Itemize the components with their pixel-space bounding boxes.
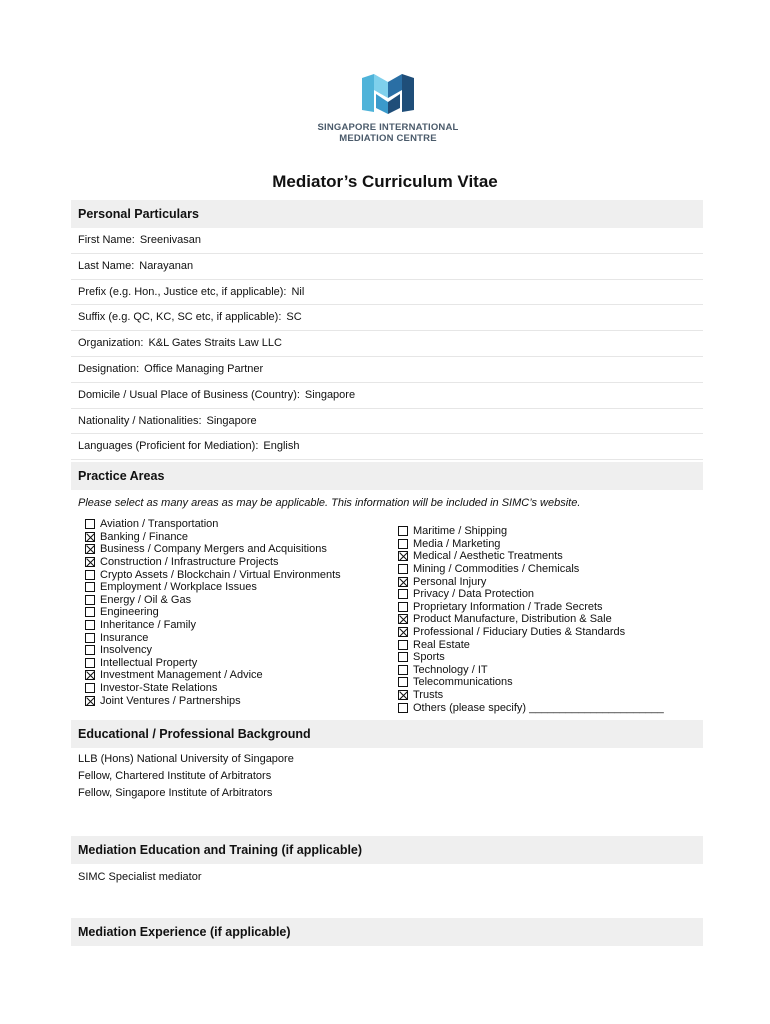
practice-area-item[interactable] xyxy=(398,601,664,614)
checkbox-unchecked[interactable] xyxy=(85,645,95,655)
field-label: First Name: xyxy=(78,234,135,246)
practice-area-label: Aviation / Transportation xyxy=(100,518,219,531)
checkbox-unchecked[interactable] xyxy=(85,570,95,580)
checkbox-unchecked[interactable] xyxy=(398,665,408,675)
practice-area-item[interactable] xyxy=(398,651,664,664)
education-line: Fellow, Chartered Institute of Arbitrators xyxy=(78,770,272,782)
practice-area-label: Employment / Workplace Issues xyxy=(100,581,257,594)
field-value[interactable]: Office Managing Partner xyxy=(144,363,264,375)
checkbox-unchecked[interactable] xyxy=(398,677,408,687)
field-label: Domicile / Usual Place of Business (Country): xyxy=(78,388,300,401)
section-practice-heading: Practice Areas xyxy=(71,462,703,490)
checkbox-unchecked[interactable] xyxy=(85,519,95,529)
field-value[interactable]: SC xyxy=(286,311,302,324)
checkbox-unchecked[interactable] xyxy=(85,683,95,693)
practice-area-item[interactable] xyxy=(85,682,341,695)
practice-area-label: Joint Ventures / Partnerships xyxy=(100,694,241,707)
personal-field-row xyxy=(71,409,703,435)
field-label: Last Name: xyxy=(78,259,135,272)
practice-area-item[interactable] xyxy=(398,525,664,538)
practice-area-item[interactable] xyxy=(398,676,664,689)
checkbox-unchecked[interactable] xyxy=(85,620,95,630)
practice-area-item[interactable] xyxy=(85,531,341,544)
practice-area-label: Business / Company Mergers and Acquisitions xyxy=(100,543,327,556)
practice-area-item[interactable] xyxy=(398,626,664,639)
checkbox-checked[interactable] xyxy=(85,532,95,542)
field-value[interactable]: Nil xyxy=(291,285,305,298)
checkbox-unchecked[interactable] xyxy=(398,564,408,574)
field-value[interactable]: Singapore xyxy=(206,414,257,427)
practice-area-label: Sports xyxy=(413,651,445,664)
checkbox-checked[interactable] xyxy=(398,551,408,561)
practice-area-item[interactable] xyxy=(85,568,341,581)
personal-field-row xyxy=(71,331,703,357)
personal-field-row xyxy=(71,305,703,331)
checkbox-unchecked[interactable] xyxy=(85,633,95,643)
field-value[interactable]: Singapore xyxy=(304,388,356,401)
practice-area-label: Medical / Aesthetic Treatments xyxy=(413,550,563,563)
practice-area-item[interactable] xyxy=(85,556,341,569)
field-label: Suffix (e.g. QC, KC, SC etc, if applicable): xyxy=(78,311,282,324)
practice-area-label: Maritime / Shipping xyxy=(413,525,508,538)
field-label: Prefix (e.g. Hon., Justice etc, if applicable): xyxy=(78,285,287,298)
checkbox-checked[interactable] xyxy=(398,614,408,624)
practice-area-label: Investor-State Relations xyxy=(100,682,218,695)
practice-area-item[interactable] xyxy=(398,664,664,677)
practice-area-label: Technology / IT xyxy=(413,663,488,676)
checkbox-unchecked[interactable] xyxy=(398,539,408,549)
practice-area-label: Intellectual Property xyxy=(100,656,198,669)
practice-area-item[interactable] xyxy=(398,701,664,714)
checkbox-unchecked[interactable] xyxy=(398,526,408,536)
field-label: Nationality / Nationalities: xyxy=(78,414,202,427)
practice-area-label: Energy / Oil & Gas xyxy=(100,593,192,606)
practice-area-label: Insurance xyxy=(100,631,149,644)
checkbox-unchecked[interactable] xyxy=(85,607,95,617)
personal-field-row xyxy=(71,383,703,409)
practice-area-label: Crypto Assets / Blockchain / Virtual Environments xyxy=(100,568,341,581)
practice-area-item[interactable] xyxy=(398,563,664,576)
practice-area-label: Engineering xyxy=(100,606,159,619)
checkbox-checked[interactable] xyxy=(85,696,95,706)
checkbox-unchecked[interactable] xyxy=(398,602,408,612)
personal-field-row xyxy=(71,254,703,280)
checkbox-unchecked[interactable] xyxy=(85,595,95,605)
org-name-line1: SINGAPORE INTERNATIONAL xyxy=(317,122,459,133)
checkbox-unchecked[interactable] xyxy=(85,582,95,592)
practice-area-item[interactable] xyxy=(85,694,341,707)
checkbox-checked[interactable] xyxy=(398,577,408,587)
education-line: Fellow, Singapore Institute of Arbitrators xyxy=(78,787,273,799)
practice-area-item[interactable] xyxy=(398,538,664,551)
practice-area-item[interactable] xyxy=(85,606,341,619)
practice-area-label: Professional / Fiduciary Duties & Standards xyxy=(413,626,626,639)
org-name-line2: MEDIATION CENTRE xyxy=(339,133,437,144)
field-value[interactable]: English xyxy=(263,440,300,453)
checkbox-unchecked[interactable] xyxy=(398,652,408,662)
practice-area-label: Mining / Commodities / Chemicals xyxy=(413,563,580,576)
checkbox-unchecked[interactable] xyxy=(85,658,95,668)
field-value[interactable]: Narayanan xyxy=(139,259,194,272)
practice-area-item[interactable] xyxy=(85,657,341,670)
practice-area-item[interactable] xyxy=(398,588,664,601)
practice-area-label: Construction / Infrastructure Projects xyxy=(100,556,279,569)
practice-area-item[interactable] xyxy=(85,631,341,644)
field-label: Languages (Proficient for Mediation): xyxy=(78,440,259,453)
practice-area-item[interactable] xyxy=(85,669,341,682)
field-value[interactable]: K&L Gates Straits Law LLC xyxy=(148,337,282,350)
education-block xyxy=(71,751,703,802)
checkbox-unchecked[interactable] xyxy=(398,640,408,650)
practice-area-label: Product Manufacture, Distribution & Sale xyxy=(413,613,612,626)
section-experience-heading: Mediation Experience (if applicable) xyxy=(71,918,703,946)
practice-area-item[interactable] xyxy=(398,550,664,563)
field-value[interactable]: Sreenivasan xyxy=(139,234,201,246)
practice-area-item[interactable] xyxy=(85,543,341,556)
practice-area-label: Others (please specify) ______________________ xyxy=(413,701,664,714)
checkbox-checked[interactable] xyxy=(398,627,408,637)
field-label: Organization: xyxy=(78,337,144,350)
practice-area-item[interactable] xyxy=(398,689,664,702)
practice-area-item[interactable] xyxy=(85,619,341,632)
personal-field-row xyxy=(71,280,703,306)
section-education-heading: Educational / Professional Background xyxy=(71,720,703,748)
practice-area-item[interactable] xyxy=(85,644,341,657)
practice-area-label: Privacy / Data Protection xyxy=(413,588,535,601)
practice-left-column xyxy=(85,518,341,707)
practice-area-item[interactable] xyxy=(85,594,341,607)
practice-area-label: Banking / Finance xyxy=(100,530,189,543)
practice-area-label: Personal Injury xyxy=(413,575,487,588)
practice-area-label: Investment Management / Advice xyxy=(100,669,263,682)
page-title: Mediator’s Curriculum Vitae xyxy=(272,172,498,191)
checkbox-checked[interactable] xyxy=(85,670,95,680)
checkbox-checked[interactable] xyxy=(398,690,408,700)
checkbox-checked[interactable] xyxy=(85,544,95,554)
section-training-heading: Mediation Education and Training (if applicable) xyxy=(71,836,703,864)
practice-area-item[interactable] xyxy=(398,613,664,626)
checkbox-checked[interactable] xyxy=(85,557,95,567)
practice-area-label: Telecommunications xyxy=(413,676,513,689)
practice-right-column xyxy=(398,525,664,714)
checkbox-unchecked[interactable] xyxy=(398,589,408,599)
practice-area-label: Insolvency xyxy=(100,644,152,657)
training-block xyxy=(71,869,703,886)
practice-area-item[interactable] xyxy=(398,638,664,651)
practice-area-label: Proprietary Information / Trade Secrets xyxy=(413,600,603,613)
simc-logo-mark xyxy=(360,72,416,116)
practice-area-label: Real Estate xyxy=(413,638,470,651)
education-line: LLB (Hons) National University of Singapore xyxy=(78,753,294,765)
training-line: SIMC Specialist mediator xyxy=(78,871,202,883)
field-label: Designation: xyxy=(78,363,140,375)
practice-area-label: Media / Marketing xyxy=(413,537,501,550)
personal-field-row xyxy=(71,434,703,460)
practice-area-label: Trusts xyxy=(413,689,444,702)
personal-field-row xyxy=(71,228,703,254)
practice-area-item[interactable] xyxy=(85,518,341,531)
simc-logo xyxy=(314,72,462,144)
practice-area-label: Inheritance / Family xyxy=(100,619,196,632)
practice-area-item[interactable] xyxy=(85,581,341,594)
section-personal-heading: Personal Particulars xyxy=(71,200,703,228)
practice-note: Please select as many areas as may be applicable. This information will be included in SIMC’s website. xyxy=(78,497,581,509)
checkbox-unchecked[interactable] xyxy=(398,703,408,713)
practice-area-item[interactable] xyxy=(398,575,664,588)
personal-field-row xyxy=(71,357,703,383)
